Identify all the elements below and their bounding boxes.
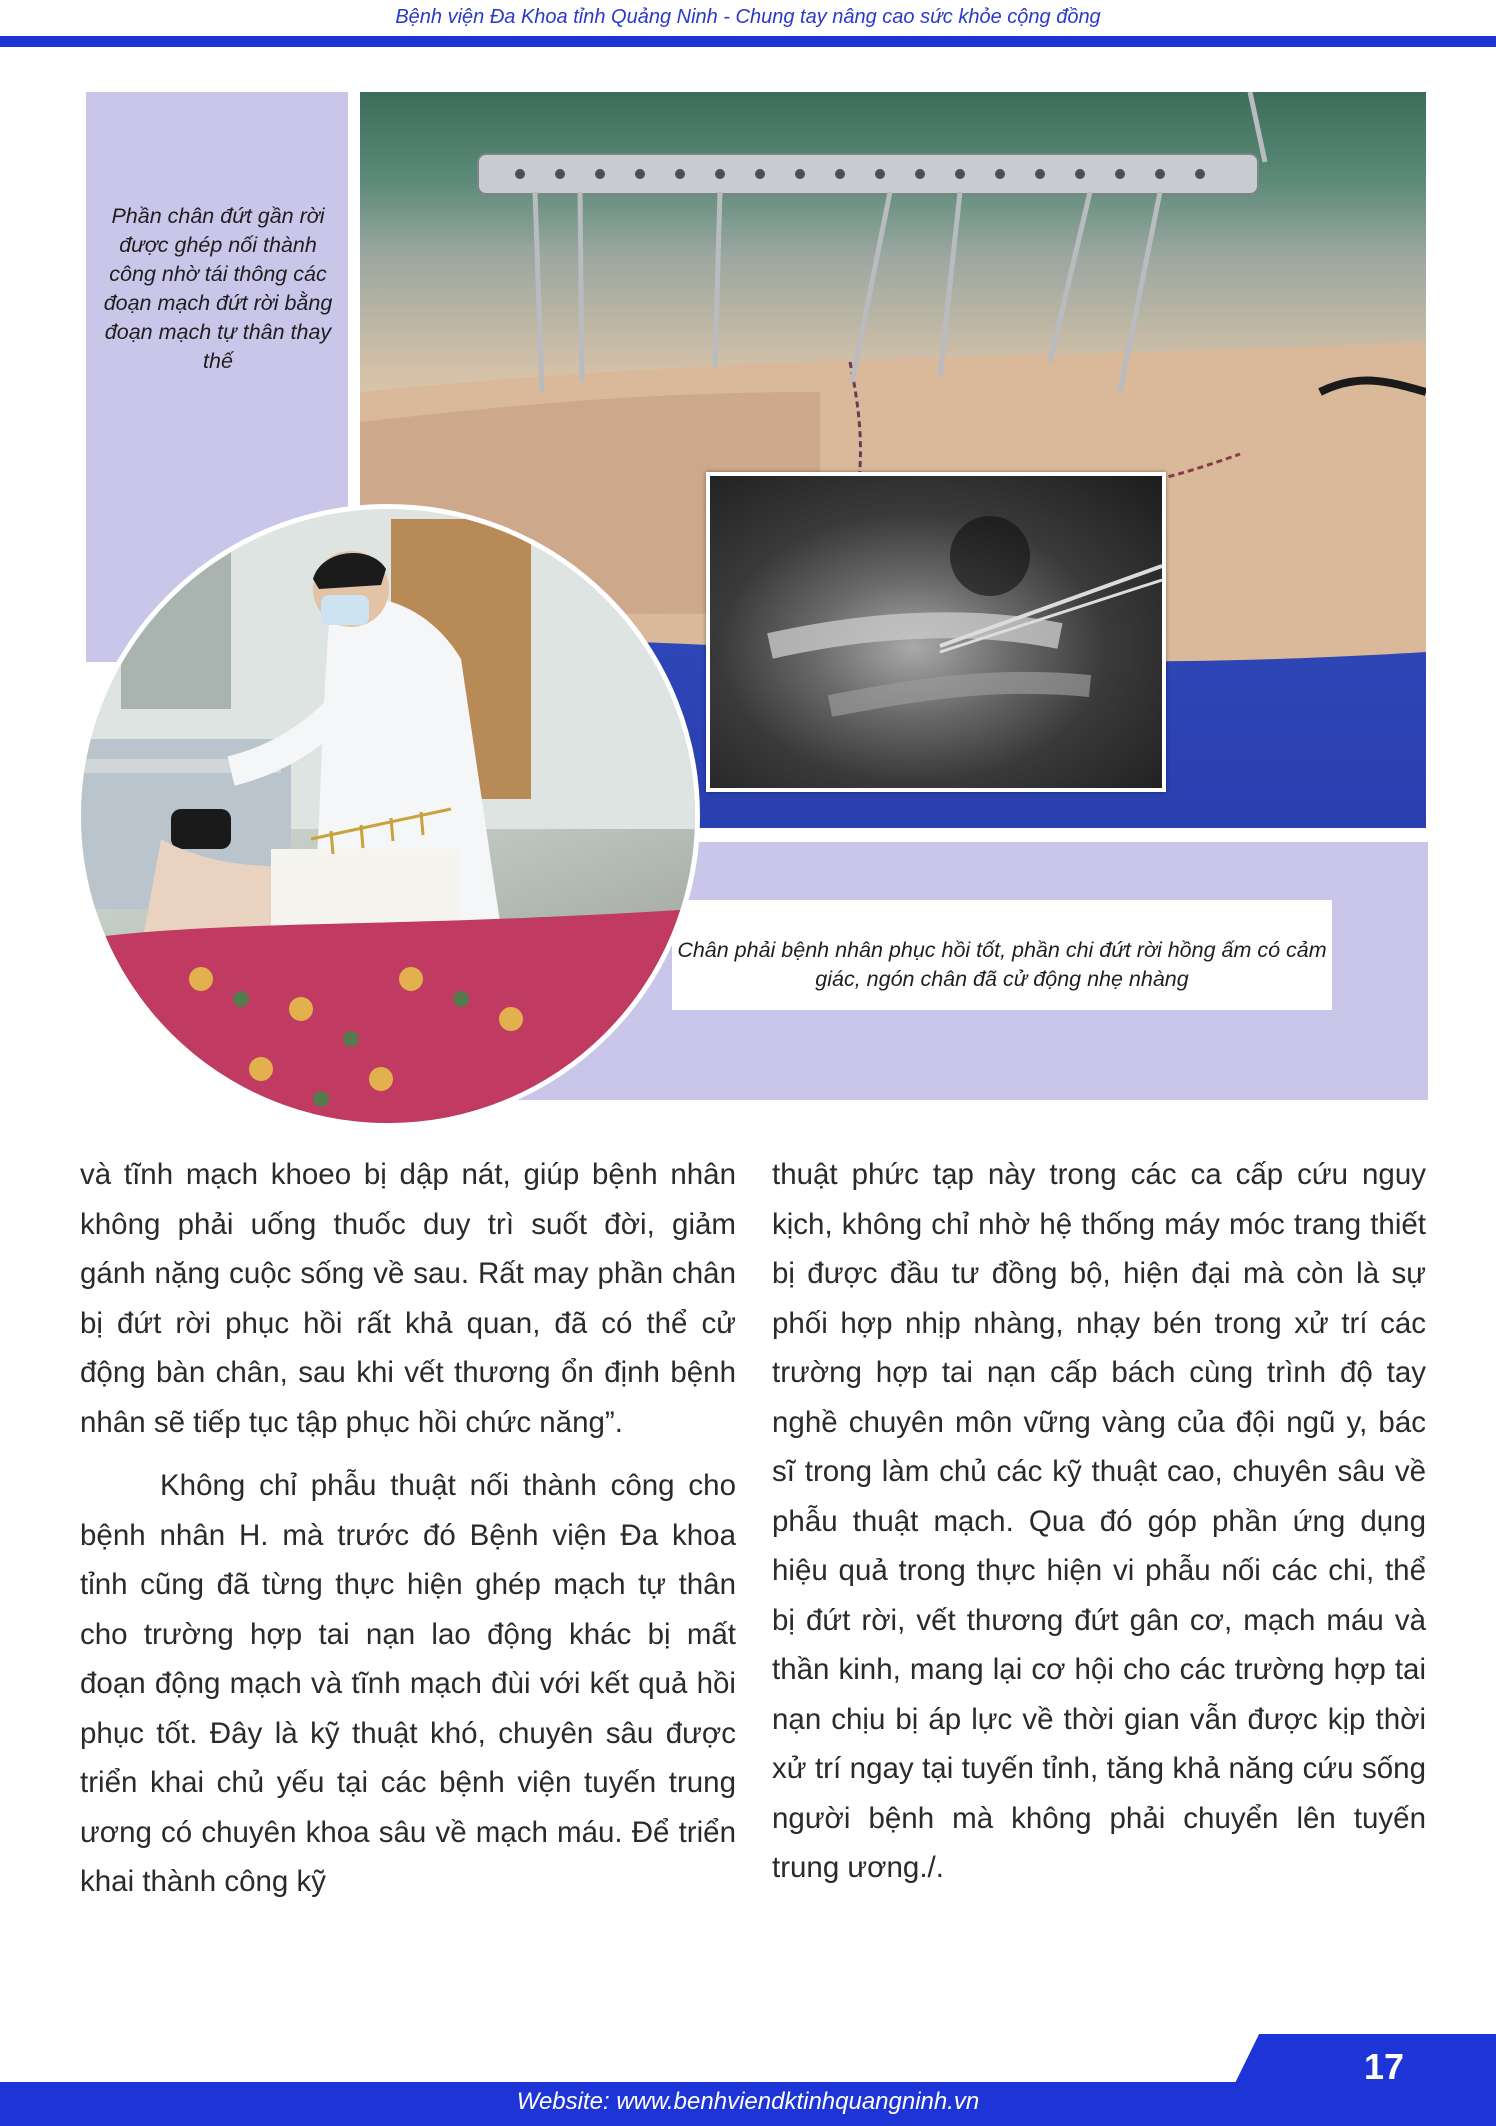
page-number: 17 bbox=[1363, 2046, 1405, 2087]
header-bar bbox=[0, 36, 1496, 47]
caption-bottom-right: Chân phải bệnh nhân phục hồi tốt, phần chi đứt rời hồng ấm có cảm giác, ngón chân đã cử động nhẹ nhàng bbox=[677, 938, 1327, 991]
footer-website[interactable]: Website: www.benhviendktinhquangninh.vn bbox=[516, 2088, 980, 2115]
article-paragraph: Không chỉ phẫu thuật nối thành công cho bệnh nhân H. mà trước đó Bệnh viện Đa khoa tỉnh cũng đã từng thực hiện ghép mạch tự thân cho trường hợp tai nạn lao động khác bị mất đoạn động mạch và tĩnh mạch đùi với kết quả hồi phục tốt. Đây là kỹ thuật khó, chuyên sâu được triển khai chủ yếu tại các bệnh viện tuyến trung ương có chuyên khoa sâu về mạch máu. Để triển khai thành công kỹ bbox=[80, 1469, 736, 1898]
page-header-text: Bệnh viện Đa Khoa tỉnh Quảng Ninh - Chung tay nâng cao sức khỏe cộng đồng bbox=[395, 6, 1101, 28]
caption-top-left: Phần chân đứt gần rời được ghép nối thành công nhờ tái thông các đoạn mạch đứt rời bằng đoạn mạch tự thân thay thế bbox=[103, 204, 333, 373]
article-paragraph: và tĩnh mạch khoeo bị dập nát, giúp bệnh nhân không phải uống thuốc duy trì suốt đời, giảm gánh nặng cuộc sống về sau. Rất may phần chân bị đứt rời phục hồi rất khả quan, đã có thể cử động bàn chân, sau khi vết thương ổn định bệnh nhân sẽ tiếp tục tập phục hồi chức năng”. bbox=[80, 1158, 736, 1439]
recovery-photo-circle bbox=[76, 504, 700, 1128]
article-paragraph: thuật phức tạp này trong các ca cấp cứu nguy kịch, không chỉ nhờ hệ thống máy móc trang thiết bị được đầu tư đồng bộ, hiện đại mà còn là sự phối hợp nhịp nhàng, nhạy bén trong xử trí các trường hợp tai nạn cấp bách cùng trình độ tay nghề chuyên môn vững vàng của đội ngũ y, bác sĩ trong làm chủ các kỹ thuật cao, chuyên sâu về phẫu thuật mạch. Qua đó góp phần ứng dụng hiệu quả trong thực hiện vi phẫu nối các chi, thể bị đứt rời, vết thương đứt gân cơ, mạch máu và thần kinh, mang lại cơ hội cho các trường hợp tai nạn chịu bị áp lực về thời gian vẫn được kịp thời xử trí ngay tại tuyến tỉnh, tăng khả năng cứu sống người bệnh mà không phải chuyển lên tuyến trung ương./. bbox=[772, 1158, 1426, 1884]
microscope-inset-photo bbox=[706, 472, 1166, 792]
article-column-right bbox=[772, 1150, 1426, 1893]
article-column-left bbox=[80, 1150, 736, 1907]
